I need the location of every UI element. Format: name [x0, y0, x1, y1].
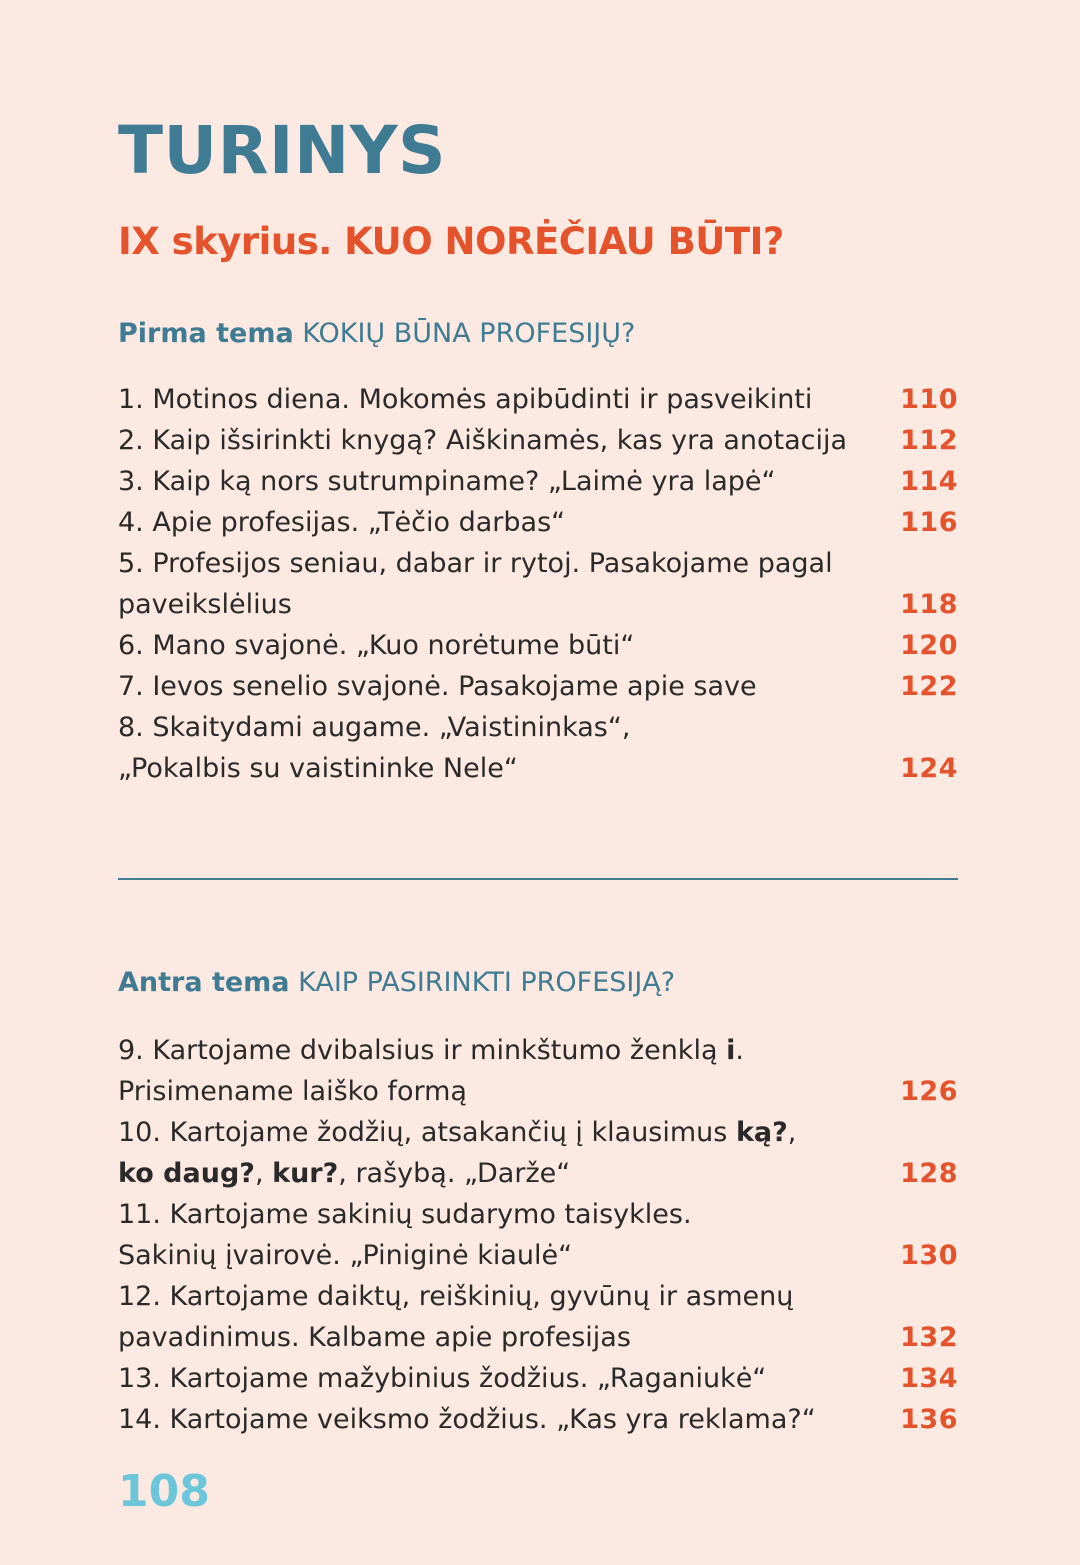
toc-entry-text: , — [254, 1158, 273, 1189]
toc-entry[interactable] — [118, 461, 958, 502]
toc-entry-text: 9. Kartojame dvibalsius ir minkštumo ženklą — [118, 1035, 727, 1066]
toc-entry-line: Sakinių įvairovė. „Piniginė kiaulė“ — [118, 1240, 573, 1271]
toc-entry-title — [118, 707, 858, 789]
toc-list-1 — [118, 379, 958, 789]
toc-entry-title — [118, 1112, 858, 1194]
toc-entry-title — [118, 1194, 858, 1276]
toc-entry-line: 5. Profesijos seniau, dabar ir rytoj. Pasakojame pagal — [118, 548, 833, 579]
toc-entry-page: 126 — [900, 1076, 958, 1107]
contents-page — [118, 0, 958, 1565]
toc-entry-title: 14. Kartojame veiksmo žodžius. „Kas yra reklama?“ — [118, 1404, 816, 1435]
toc-entry-text: , rašybą. „Darže“ — [338, 1158, 571, 1189]
toc-entry-title: 6. Mano svajonė. „Kuo norėtume būti“ — [118, 630, 635, 661]
chapter-heading: IX skyrius. KUO NORĖČIAU BŪTI? — [118, 220, 784, 263]
toc-entry-page: 136 — [900, 1404, 958, 1435]
toc-entry-page: 130 — [900, 1240, 958, 1271]
toc-entry-page: 128 — [900, 1158, 958, 1189]
toc-entry-page: 134 — [900, 1363, 958, 1394]
toc-entry[interactable] — [118, 1358, 958, 1399]
toc-entry-bold: i — [726, 1035, 736, 1066]
toc-entry-line: pavadinimus. Kalbame apie profesijas — [118, 1322, 631, 1353]
topic-heading-2 — [118, 967, 675, 999]
page-number: 108 — [118, 1466, 210, 1517]
toc-entry[interactable] — [118, 1194, 958, 1276]
toc-entry-line: 12. Kartojame daiktų, reiškinių, gyvūnų ir asmenų — [118, 1281, 794, 1312]
toc-entry-page: 120 — [900, 630, 958, 661]
toc-entry[interactable] — [118, 420, 958, 461]
toc-entry-page: 112 — [900, 425, 958, 456]
toc-entry-title — [118, 543, 858, 625]
toc-entry-bold: ką? — [735, 1117, 788, 1148]
toc-entry-line: paveikslėlius — [118, 589, 292, 620]
toc-entry-line: „Pokalbis su vaistininke Nele“ — [118, 753, 518, 784]
toc-entry-title — [118, 1030, 858, 1112]
toc-entry-title: 3. Kaip ką nors sutrumpiname? „Laimė yra lapė“ — [118, 466, 776, 497]
toc-entry[interactable] — [118, 707, 958, 789]
toc-entry-line: 8. Skaitydami augame. „Vaistininkas“, — [118, 712, 631, 743]
toc-entry[interactable] — [118, 502, 958, 543]
toc-entry-page: 132 — [900, 1322, 958, 1353]
toc-entry-title — [118, 1276, 858, 1358]
toc-entry-page: 110 — [900, 384, 958, 415]
toc-entry[interactable] — [118, 625, 958, 666]
toc-entry-page: 124 — [900, 753, 958, 784]
topic-lead: Pirma tema — [118, 318, 294, 349]
toc-entry-line: Prisimename laiško formą — [118, 1076, 467, 1107]
topic-title: KAIP PASIRINKTI PROFESIJĄ? — [298, 967, 676, 998]
topic-lead: Antra tema — [118, 967, 290, 998]
page-title: TURINYS — [118, 112, 447, 189]
section-divider — [118, 878, 958, 880]
toc-entry-bold: ko daug? — [118, 1158, 255, 1189]
toc-entry-text: 10. Kartojame žodžių, atsakančių į klausimus — [118, 1117, 736, 1148]
toc-entry-title: 13. Kartojame mažybinius žodžius. „Raganiukė“ — [118, 1363, 767, 1394]
toc-entry[interactable] — [118, 1399, 958, 1440]
toc-entry-title: 4. Apie profesijas. „Tėčio darbas“ — [118, 507, 566, 538]
toc-entry-text: . — [735, 1035, 744, 1066]
toc-entry-bold: kur? — [272, 1158, 339, 1189]
toc-entry[interactable] — [118, 666, 958, 707]
toc-entry-page: 122 — [900, 671, 958, 702]
topic-title: KOKIŲ BŪNA PROFESIJŲ? — [302, 318, 636, 349]
toc-entry[interactable] — [118, 1112, 958, 1194]
toc-entry-title: 7. Ievos senelio svajonė. Pasakojame apie save — [118, 671, 757, 702]
toc-entry[interactable] — [118, 543, 958, 625]
toc-entry[interactable] — [118, 1276, 958, 1358]
toc-entry-text: , — [787, 1117, 797, 1148]
toc-entry-title: 2. Kaip išsirinkti knygą? Aiškinamės, kas yra anotacija — [118, 425, 848, 456]
toc-entry-page: 118 — [900, 589, 958, 620]
toc-list-2 — [118, 1030, 958, 1440]
toc-entry[interactable] — [118, 379, 958, 420]
toc-entry-page: 116 — [900, 507, 958, 538]
toc-entry-title: 1. Motinos diena. Mokomės apibūdinti ir pasveikinti — [118, 384, 813, 415]
toc-entry-page: 114 — [900, 466, 958, 497]
toc-entry[interactable] — [118, 1030, 958, 1112]
topic-heading-1 — [118, 318, 635, 350]
toc-entry-line: 11. Kartojame sakinių sudarymo taisykles. — [118, 1199, 692, 1230]
